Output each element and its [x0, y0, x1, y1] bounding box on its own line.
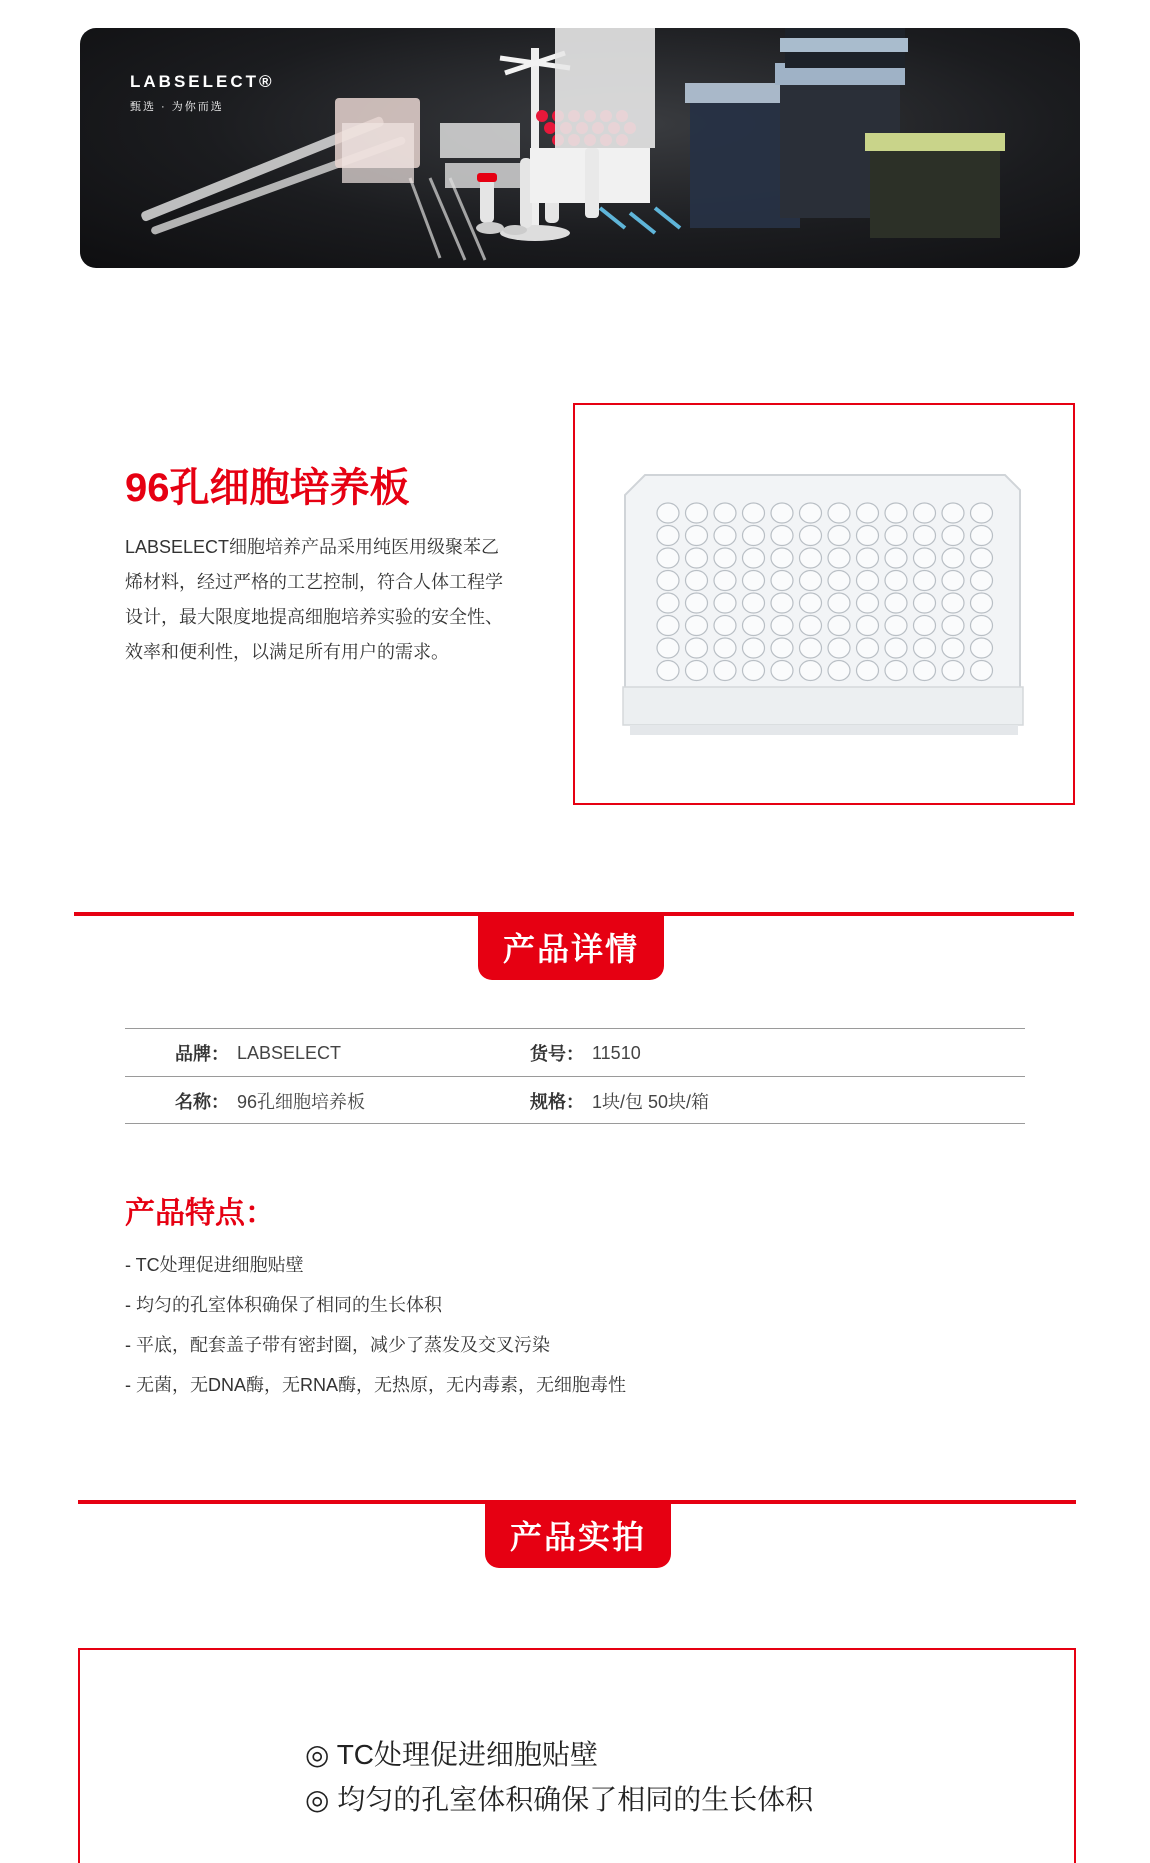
plate-well: [828, 503, 850, 523]
plate-well: [743, 616, 765, 636]
plate-well: [771, 593, 793, 613]
plate-well: [714, 661, 736, 681]
plate-well: [942, 661, 964, 681]
plate-well: [686, 571, 708, 591]
plate-well: [714, 593, 736, 613]
plate-well: [942, 593, 964, 613]
plate-well: [743, 526, 765, 546]
plate-well: [971, 548, 993, 568]
product-title: 96孔细胞培养板: [125, 466, 410, 510]
intro-line: 烯材料，经过严格的工艺控制，符合人体工程学: [125, 572, 503, 592]
plate-well: [828, 571, 850, 591]
plate-well: [971, 503, 993, 523]
plate-well: [885, 661, 907, 681]
plate-well: [657, 503, 679, 523]
plate-well: [657, 593, 679, 613]
spec-row: [125, 1076, 1025, 1124]
plate-well: [828, 593, 850, 613]
spec-value: LABSELECT: [237, 1042, 342, 1063]
photo-line: ◎ 均匀的孔室体积确保了相同的生长体积: [305, 1784, 814, 1815]
plate-well: [857, 571, 879, 591]
features-title: 产品特点：: [125, 1197, 275, 1230]
plate-well: [942, 616, 964, 636]
plate-well: [714, 571, 736, 591]
plate-well: [971, 526, 993, 546]
spec-value: 1块/包 50块/箱: [592, 1092, 710, 1112]
tab-product-photos: 产品实拍: [485, 1502, 671, 1568]
plate-well: [714, 526, 736, 546]
plate-well: [914, 503, 936, 523]
plate-well: [771, 638, 793, 658]
plate-well: [971, 616, 993, 636]
plate-well: [743, 571, 765, 591]
plate-well: [857, 661, 879, 681]
plate-well: [800, 548, 822, 568]
plate-well: [885, 638, 907, 658]
plate-well: [800, 526, 822, 546]
plate-well: [828, 638, 850, 658]
plate-well: [971, 638, 993, 658]
plate-well: [771, 526, 793, 546]
plate-well: [657, 638, 679, 658]
plate-well: [885, 503, 907, 523]
plate-well: [800, 571, 822, 591]
plate-well: [914, 526, 936, 546]
plate-well: [942, 571, 964, 591]
feature-item: - TC处理促进细胞贴壁: [125, 1255, 304, 1275]
product-image-frame: [573, 403, 1075, 805]
plate-well: [914, 661, 936, 681]
plate-well: [657, 526, 679, 546]
plate-well: [800, 616, 822, 636]
product-intro: [125, 530, 555, 670]
plate-well: [914, 593, 936, 613]
plate-well: [942, 638, 964, 658]
plate-well: [686, 548, 708, 568]
spec-cell-name: [175, 1077, 365, 1125]
plate-well: [686, 526, 708, 546]
spec-cell-brand: [175, 1029, 341, 1077]
spec-key: 规格：: [530, 1092, 584, 1112]
plate-well: [743, 661, 765, 681]
tab-product-details: 产品详情: [478, 914, 664, 980]
plate-image: [575, 405, 1073, 803]
plate-well: [743, 503, 765, 523]
plate-well: [857, 616, 879, 636]
plate-well: [914, 571, 936, 591]
plate-well: [771, 571, 793, 591]
plate-well: [657, 571, 679, 591]
plate-well: [714, 548, 736, 568]
brand-name: LABSELECT®: [130, 72, 275, 91]
plate-well: [857, 638, 879, 658]
plate-well: [800, 638, 822, 658]
plate-well: [885, 593, 907, 613]
plate-well: [714, 638, 736, 658]
feature-item: - 无菌，无DNA酶，无RNA酶，无热原，无内毒素，无细胞毒性: [125, 1375, 627, 1395]
plate-well: [800, 593, 822, 613]
plate-well: [714, 616, 736, 636]
brand-logo[interactable]: [130, 72, 275, 114]
spec-row: [125, 1028, 1025, 1076]
plate-well: [914, 616, 936, 636]
plate-well: [686, 638, 708, 658]
plate-well: [885, 526, 907, 546]
plate-well: [800, 661, 822, 681]
spec-cell-specification: [530, 1077, 709, 1125]
spec-key: 货号：: [530, 1044, 584, 1064]
intro-line: LABSELECT细胞培养产品采用纯医用级聚苯乙: [125, 537, 500, 557]
plate-well: [885, 548, 907, 568]
plate-well: [857, 503, 879, 523]
plate-well: [942, 503, 964, 523]
plate-well: [828, 616, 850, 636]
plate-well: [828, 526, 850, 546]
plate-well: [828, 548, 850, 568]
plate-well: [686, 616, 708, 636]
plate-well: [971, 571, 993, 591]
plate-well: [828, 661, 850, 681]
plate-well: [885, 616, 907, 636]
plate-well: [914, 638, 936, 658]
spec-value: 11510: [592, 1042, 641, 1063]
banner-products-illustration: [80, 28, 1080, 268]
plate-well: [800, 503, 822, 523]
intro-line: 效率和便利性，以满足所有用户的需求。: [125, 642, 449, 662]
plate-well: [657, 548, 679, 568]
plate-well: [686, 503, 708, 523]
brand-tagline: 甄选 · 为你而选: [130, 101, 224, 113]
plate-well: [942, 526, 964, 546]
plate-well: [857, 593, 879, 613]
intro-line: 设计，最大限度地提高细胞培养实验的安全性、: [125, 607, 503, 627]
hero-banner: [80, 28, 1080, 268]
plate-well: [942, 548, 964, 568]
plate-well: [686, 593, 708, 613]
photo-line: ◎ TC处理促进细胞贴壁: [305, 1739, 599, 1770]
plate-well: [657, 616, 679, 636]
plate-well: [971, 661, 993, 681]
plate-well: [743, 593, 765, 613]
plate-well: [857, 526, 879, 546]
plate-well: [714, 503, 736, 523]
plate-well: [771, 503, 793, 523]
plate-well: [971, 593, 993, 613]
spec-key: 名称：: [175, 1092, 229, 1112]
plate-well: [857, 548, 879, 568]
spec-value: 96孔细胞培养板: [237, 1092, 366, 1112]
photo-feature-lines: [305, 1732, 813, 1822]
features-list: [125, 1245, 626, 1405]
plate-well: [686, 661, 708, 681]
spec-table: [125, 1028, 1025, 1124]
plate-well: [771, 548, 793, 568]
spec-key: 品牌：: [175, 1044, 229, 1064]
plate-well: [657, 661, 679, 681]
feature-item: - 平底，配套盖子带有密封圈，减少了蒸发及交叉污染: [125, 1335, 550, 1355]
plate-well: [743, 638, 765, 658]
plate-well: [885, 571, 907, 591]
plate-well: [771, 661, 793, 681]
plate-well: [743, 548, 765, 568]
plate-well: [914, 548, 936, 568]
plate-well: [771, 616, 793, 636]
spec-cell-item-number: [530, 1029, 641, 1077]
feature-item: - 均匀的孔室体积确保了相同的生长体积: [125, 1295, 442, 1315]
